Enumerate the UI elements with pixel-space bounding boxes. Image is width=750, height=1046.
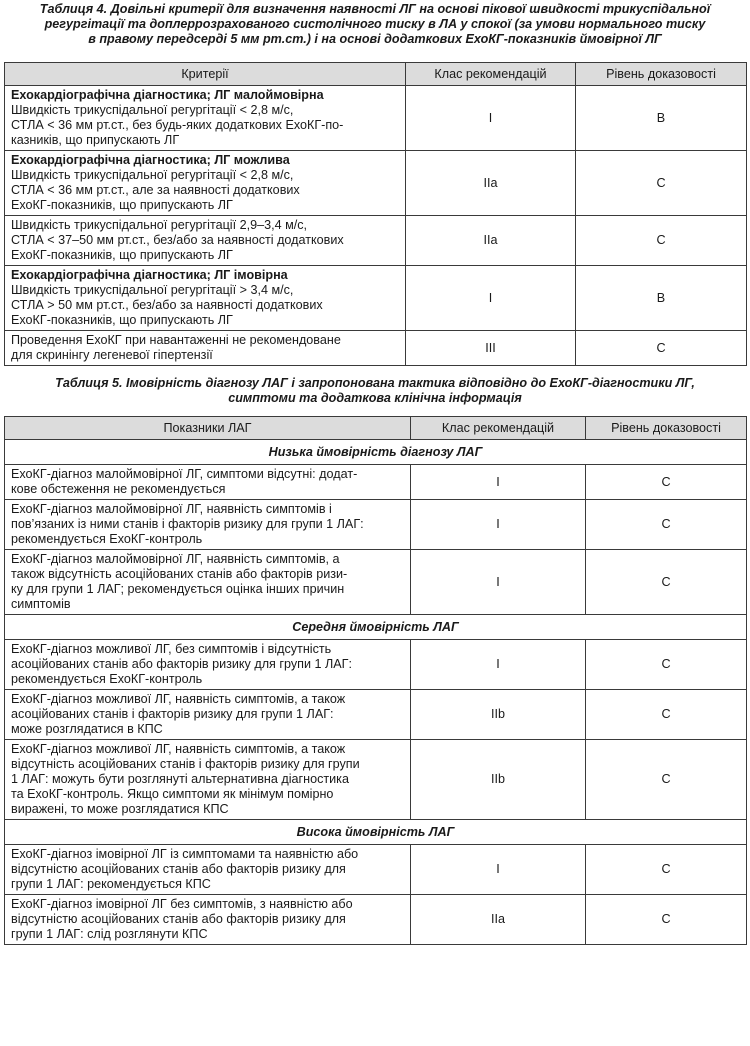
row-text-line: рекомендується ЕхоКГ-контроль xyxy=(11,672,203,686)
indicator-cell xyxy=(5,740,411,820)
table5 xyxy=(4,416,747,945)
row-text-line: Швидкість трикуспідальної регургітації < 2,8 м/с, xyxy=(11,168,294,182)
class-cell: I xyxy=(411,500,586,550)
table-header-row xyxy=(5,417,747,440)
row-text-line: та ЕхоКГ-контроль. Якщо симптоми як мінімум помірно xyxy=(11,787,334,801)
row-text-line: СТЛА < 36 мм рт.ст., без будь-яких додаткових ЕхоКГ-по- xyxy=(11,118,344,132)
row-text-line: Швидкість трикуспідальної регургітації 2,9–3,4 м/с, xyxy=(11,218,308,232)
indicator-cell xyxy=(5,690,411,740)
table-row xyxy=(5,86,747,151)
indicator-cell xyxy=(5,500,411,550)
row-text-line: групи 1 ЛАГ: слід розглянути КПС xyxy=(11,927,208,941)
table5-caption xyxy=(0,376,750,416)
table4 xyxy=(4,62,747,366)
row-text-line: виражені, то може розглядатися КПС xyxy=(11,802,229,816)
row-text-line: Швидкість трикуспідальної регургітації < 2,8 м/с, xyxy=(11,103,294,117)
row-text-line: СТЛА < 37–50 мм рт.ст., без/або за наявності додаткових xyxy=(11,233,344,247)
criteria-cell xyxy=(5,266,406,331)
class-cell: IIa xyxy=(411,895,586,945)
level-cell: B xyxy=(576,266,747,331)
row-text-line: також відсутність асоційованих станів або факторів ризи- xyxy=(11,567,348,581)
table-row xyxy=(5,845,747,895)
caption-line: Таблиця 4. Довільні критерії для визначення наявності ЛГ на основі пікової швидкості трикуспідальної xyxy=(39,2,711,16)
row-text-line: 1 ЛАГ: можуть бути розглянуті альтернативна діагностика xyxy=(11,772,349,786)
row-text-line: ЕхоКГ-показників, що припускають ЛГ xyxy=(11,313,233,327)
indicator-cell xyxy=(5,845,411,895)
level-cell: B xyxy=(576,86,747,151)
caption-line: симптоми та додаткова клінічна інформація xyxy=(228,391,522,405)
row-text-line: СТЛА < 36 мм рт.ст., але за наявності додаткових xyxy=(11,183,300,197)
indicator-cell xyxy=(5,465,411,500)
level-cell: C xyxy=(576,331,747,366)
section-label: Низька ймовірність діагнозу ЛАГ xyxy=(5,440,747,465)
row-title: Ехокардіографічна діагностика; ЛГ імовірна xyxy=(11,268,288,282)
row-text-line: асоційованих станів або факторів ризику для групи 1 ЛАГ: xyxy=(11,657,352,671)
class-cell: I xyxy=(411,465,586,500)
section-label: Висока ймовірність ЛАГ xyxy=(5,820,747,845)
table-row xyxy=(5,216,747,266)
table4-caption xyxy=(0,0,750,62)
criteria-cell xyxy=(5,216,406,266)
header-level: Рівень доказовості xyxy=(576,63,747,86)
class-cell: IIb xyxy=(411,690,586,740)
row-text-line: Проведення ЕхоКГ при навантаженні не рекомендоване xyxy=(11,333,341,347)
section-label: Середня ймовірність ЛАГ xyxy=(5,615,747,640)
row-text-line: ЕхоКГ-показників, що припускають ЛГ xyxy=(11,248,233,262)
row-title: Ехокардіографічна діагностика; ЛГ можлива xyxy=(11,153,290,167)
section-row xyxy=(5,615,747,640)
table-row xyxy=(5,465,747,500)
class-cell: IIa xyxy=(406,216,576,266)
class-cell: III xyxy=(406,331,576,366)
table-row xyxy=(5,740,747,820)
row-text-line: ЕхоКГ-діагноз малоймовірної ЛГ, наявність симптомів і xyxy=(11,502,332,516)
row-text-line: рекомендується ЕхоКГ-контроль xyxy=(11,532,203,546)
table-row xyxy=(5,640,747,690)
table-row xyxy=(5,500,747,550)
section-row xyxy=(5,820,747,845)
level-cell: C xyxy=(576,151,747,216)
table-row xyxy=(5,151,747,216)
header-criteria: Критерії xyxy=(5,63,406,86)
class-cell: I xyxy=(406,86,576,151)
header-class: Клас рекомендацій xyxy=(411,417,586,440)
row-text-line: асоційованих станів і факторів ризику для групи 1 ЛАГ: xyxy=(11,707,334,721)
row-text-line: для скринінгу легеневої гіпертензії xyxy=(11,348,213,362)
criteria-cell xyxy=(5,331,406,366)
section-row xyxy=(5,440,747,465)
class-cell: I xyxy=(411,640,586,690)
table-row xyxy=(5,690,747,740)
row-text-line: Швидкість трикуспідальної регургітації > 3,4 м/с, xyxy=(11,283,294,297)
row-text-line: ЕхоКГ-діагноз можливої ЛГ, наявність симптомів, а також xyxy=(11,692,346,706)
row-text-line: СТЛА > 50 мм рт.ст., без/або за наявності додаткових xyxy=(11,298,323,312)
caption-line: регургітації та доплеррозрахованого систолічного тиску в ЛА у спокої (за умови нормального тиску xyxy=(44,17,706,31)
level-cell: C xyxy=(586,465,747,500)
header-class: Клас рекомендацій xyxy=(406,63,576,86)
class-cell: I xyxy=(406,266,576,331)
row-text-line: кове обстеження не рекомендується xyxy=(11,482,226,496)
row-text-line: ЕхоКГ-діагноз імовірної ЛГ без симптомів, з наявністю або xyxy=(11,897,353,911)
row-text-line: відсутністю асоційованих станів або факторів ризику для xyxy=(11,862,346,876)
level-cell: C xyxy=(586,500,747,550)
row-text-line: ЕхоКГ-діагноз імовірної ЛГ із симптомами та наявністю або xyxy=(11,847,359,861)
table-row xyxy=(5,266,747,331)
level-cell: C xyxy=(586,895,747,945)
row-text-line: ЕхоКГ-показників, що припускають ЛГ xyxy=(11,198,233,212)
class-cell: IIa xyxy=(406,151,576,216)
level-cell: C xyxy=(586,740,747,820)
row-text-line: симптомів xyxy=(11,597,71,611)
caption-line: Таблиця 5. Імовірність діагнозу ЛАГ і запропонована тактика відповідно до ЕхоКГ-діагностики ЛГ, xyxy=(55,376,695,390)
row-text-line: ЕхоКГ-діагноз можливої ЛГ, без симптомів і відсутність xyxy=(11,642,332,656)
indicator-cell xyxy=(5,640,411,690)
level-cell: C xyxy=(586,845,747,895)
criteria-cell xyxy=(5,151,406,216)
row-text-line: казників, що припускають ЛГ xyxy=(11,133,180,147)
row-title: Ехокардіографічна діагностика; ЛГ малоймовірна xyxy=(11,88,324,102)
row-text-line: ЕхоКГ-діагноз можливої ЛГ, наявність симптомів, а також xyxy=(11,742,346,756)
row-text-line: відсутністю асоційованих станів або факторів ризику для xyxy=(11,912,346,926)
row-text-line: відсутність асоційованих станів і факторів ризику для групи xyxy=(11,757,360,771)
row-text-line: може розглядатися в КПС xyxy=(11,722,163,736)
class-cell: IIb xyxy=(411,740,586,820)
table-header-row xyxy=(5,63,747,86)
class-cell: I xyxy=(411,845,586,895)
caption-line: в правому передсерді 5 мм рт.ст.) і на основі додаткових ЕхоКГ-показників ймовірної ЛГ xyxy=(88,32,662,46)
table-row xyxy=(5,550,747,615)
row-text-line: групи 1 ЛАГ: рекомендується КПС xyxy=(11,877,211,891)
indicator-cell xyxy=(5,895,411,945)
row-text-line: ку для групи 1 ЛАГ; рекомендується оцінка інших причин xyxy=(11,582,345,596)
level-cell: C xyxy=(586,550,747,615)
criteria-cell xyxy=(5,86,406,151)
table-row xyxy=(5,895,747,945)
row-text-line: ЕхоКГ-діагноз малоймовірної ЛГ, симптоми відсутні: додат- xyxy=(11,467,358,481)
level-cell: C xyxy=(576,216,747,266)
header-level: Рівень доказовості xyxy=(586,417,747,440)
table-row xyxy=(5,331,747,366)
header-indicators: Показники ЛАГ xyxy=(5,417,411,440)
indicator-cell xyxy=(5,550,411,615)
row-text-line: пов’язаних із ними станів і факторів ризику для групи 1 ЛАГ: xyxy=(11,517,364,531)
row-text-line: ЕхоКГ-діагноз малоймовірної ЛГ, наявність симптомів, а xyxy=(11,552,340,566)
level-cell: C xyxy=(586,640,747,690)
class-cell: I xyxy=(411,550,586,615)
level-cell: C xyxy=(586,690,747,740)
